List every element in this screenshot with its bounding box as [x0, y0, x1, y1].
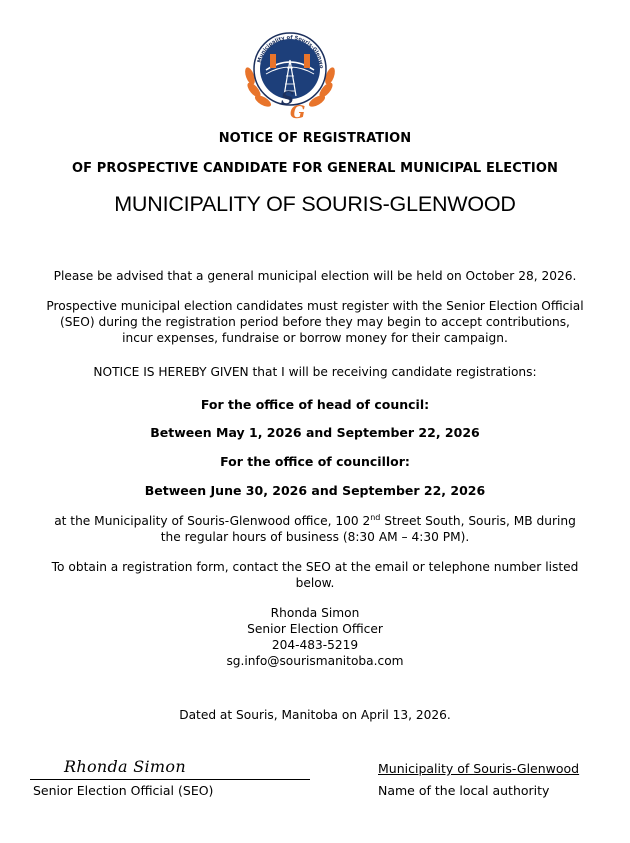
seo-label: Senior Election Official (SEO)	[33, 783, 214, 798]
form-line-1: To obtain a registration form, contact the SEO at the email or telephone number listed	[51, 560, 579, 574]
heading-subtitle: OF PROSPECTIVE CANDIDATE FOR GENERAL MUNICIPAL ELECTION	[72, 161, 558, 176]
notice-paragraph: NOTICE IS HEREBY GIVEN that I will be receiving candidate registrations:	[93, 365, 537, 379]
address-paragraph	[20, 513, 610, 545]
address-part-b: Street South, Souris, MB during	[380, 514, 576, 528]
head-of-council-heading: For the office of head of council:	[200, 397, 430, 412]
municipality-logo	[240, 24, 340, 126]
address-line-2: the regular hours of business (8:30 AM – 4:30 PM).	[160, 530, 470, 544]
requirements-line-2: (SEO) during the registration period before they may begin to accept contributions,	[60, 315, 570, 329]
logo-ring-text: Municipality of Souris-Glenwo	[256, 34, 325, 69]
signature-line	[30, 759, 310, 783]
requirements-line-1: Prospective municipal election candidates must register with the Senior Election Official	[46, 299, 584, 313]
contact-title: Senior Election Officer	[247, 622, 383, 636]
contact-email[interactable]: sg.info@sourismanitoba.com	[226, 654, 404, 668]
local-authority-name: Municipality of Souris-Glenwood	[378, 761, 580, 776]
signature-script: Rhonda Simon	[64, 757, 186, 776]
address-part-a: at the Municipality of Souris-Glenwood office, 100 2	[54, 514, 371, 528]
logo-graphic	[240, 24, 340, 126]
contact-name: Rhonda Simon	[270, 606, 360, 620]
dated-line: Dated at Souris, Manitoba on April 13, 2026.	[179, 708, 451, 722]
councillor-heading: For the office of councillor:	[220, 454, 410, 469]
requirements-paragraph	[20, 298, 610, 346]
election-date-paragraph: Please be advised that a general municipal election will be held on October 28, 2026.	[53, 269, 577, 283]
local-authority-label: Name of the local authority	[378, 783, 550, 798]
form-paragraph	[20, 559, 610, 591]
heading-notice: NOTICE OF REGISTRATION	[218, 131, 412, 146]
councillor-dates: Between June 30, 2026 and September 22, 2026	[144, 483, 486, 498]
svg-text:S: S	[281, 88, 294, 109]
form-line-2: below.	[295, 576, 335, 590]
head-of-council-dates: Between May 1, 2026 and September 22, 2026	[150, 425, 480, 440]
svg-text:G: G	[290, 102, 306, 123]
contact-phone[interactable]: 204-483-5219	[271, 638, 359, 652]
address-line-1	[20, 513, 610, 529]
address-superscript: nd	[370, 513, 381, 522]
signature-underline	[30, 759, 310, 780]
page-title: MUNICIPALITY OF SOURIS-GLENWOOD	[114, 192, 516, 216]
contact-block	[20, 605, 610, 669]
requirements-line-3: incur expenses, fundraise or borrow money for their campaign.	[122, 331, 508, 345]
